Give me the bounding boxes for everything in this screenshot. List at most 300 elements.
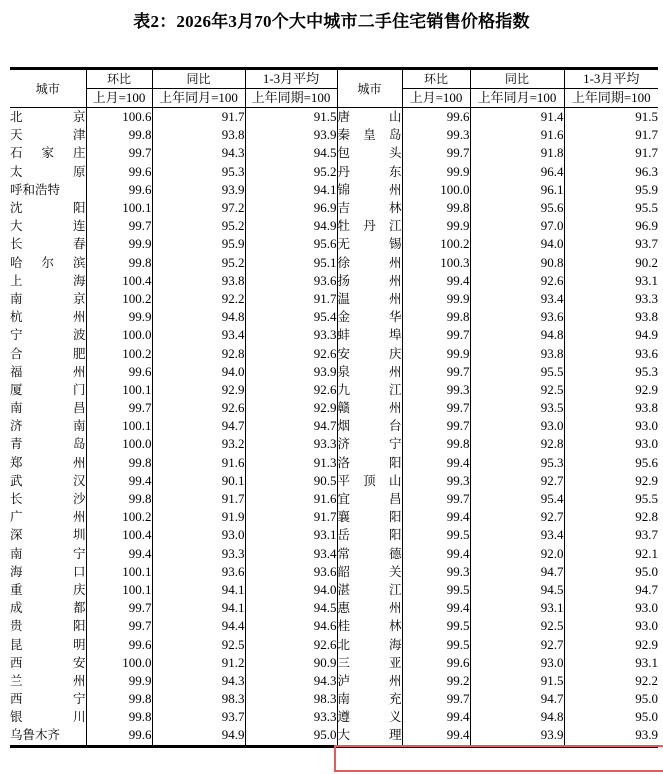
yoy-value: 97.0: [470, 217, 564, 235]
avg-value: 91.7: [564, 126, 658, 144]
city-name: [337, 344, 402, 362]
mom-value: 99.7: [402, 399, 470, 417]
mom-value: 99.4: [402, 508, 470, 526]
city-name: [337, 635, 402, 653]
city-char: 埠: [388, 327, 402, 343]
avg-value: 93.0: [564, 599, 658, 617]
city-char: 哈: [10, 254, 23, 270]
yoy-value: 91.7: [152, 108, 245, 127]
yoy-value: 92.8: [152, 344, 245, 362]
city-name: [337, 490, 402, 508]
mom-value: 100.2: [86, 344, 152, 362]
city-char: 南: [337, 691, 351, 707]
yoy-value: 93.8: [470, 344, 564, 362]
city-char: 阳: [388, 454, 402, 470]
avg-value: 93.3: [245, 326, 337, 344]
table-row: [10, 672, 658, 690]
avg-value: 93.1: [564, 654, 658, 672]
mom-value: 99.3: [402, 563, 470, 581]
yoy-value: 92.7: [470, 508, 564, 526]
mom-value: 99.7: [402, 490, 470, 508]
city-name: [337, 290, 402, 308]
city-char: 北: [10, 109, 23, 125]
city-char: 韶: [337, 563, 351, 579]
table-row: [10, 726, 658, 746]
city-char: 都: [72, 600, 86, 616]
city-name: [337, 545, 402, 563]
yoy-value: 93.9: [470, 726, 564, 746]
city-name: [10, 272, 86, 290]
city-name: [337, 235, 402, 253]
city-char: 州: [388, 363, 402, 379]
city-char: 阳: [388, 509, 402, 525]
avg-value: 92.9: [564, 381, 658, 399]
mom-value: 99.6: [86, 726, 152, 746]
avg-value: 95.0: [564, 690, 658, 708]
yoy-value: 93.9: [152, 181, 245, 199]
city-char: 口: [72, 563, 86, 579]
avg-value: 91.6: [245, 490, 337, 508]
yoy-value: 94.8: [470, 326, 564, 344]
table-row: [10, 217, 658, 235]
city-char: 上: [10, 272, 23, 288]
avg-value: 94.0: [245, 581, 337, 599]
city-char: 州: [72, 672, 86, 688]
yoy-value: 92.7: [470, 472, 564, 490]
avg-value: 93.3: [564, 290, 658, 308]
city-char: 蚌: [337, 327, 351, 343]
table-row: [10, 308, 658, 326]
yoy-value: 93.5: [470, 399, 564, 417]
avg-value: 93.6: [245, 272, 337, 290]
mom-value: 99.3: [402, 381, 470, 399]
city-name: [10, 381, 86, 399]
city-char: 天: [10, 127, 23, 143]
avg-value: 94.7: [564, 581, 658, 599]
city-name: [10, 726, 86, 746]
mom-value: 99.7: [86, 599, 152, 617]
city-char: 海: [72, 272, 86, 288]
yoy-value: 92.6: [152, 399, 245, 417]
city-char: 关: [388, 563, 402, 579]
table-row: [10, 126, 658, 144]
mom-value: 99.4: [402, 708, 470, 726]
city-char: 京: [72, 109, 86, 125]
city-char: 包: [337, 145, 351, 161]
city-char: 京: [72, 290, 86, 306]
avg-value: 95.0: [245, 726, 337, 746]
city-name: [337, 326, 402, 344]
yoy-value: 91.2: [152, 654, 245, 672]
mom-value: 99.8: [86, 490, 152, 508]
avg-value: 91.3: [245, 454, 337, 472]
avg-value: 93.0: [564, 435, 658, 453]
avg-value: 95.6: [245, 235, 337, 253]
city-char: 尔: [41, 254, 54, 270]
header-mom-left: 环比: [86, 69, 152, 89]
avg-value: 94.6: [245, 617, 337, 635]
city-char: 兰: [10, 672, 23, 688]
city-name: [10, 526, 86, 544]
avg-value: 90.5: [245, 472, 337, 490]
yoy-value: 93.4: [470, 290, 564, 308]
city-name: [10, 545, 86, 563]
city-char: 锦: [337, 181, 351, 197]
city-char: 山: [388, 109, 402, 125]
mom-value: 99.6: [86, 363, 152, 381]
table-row: [10, 435, 658, 453]
yoy-value: 91.6: [470, 126, 564, 144]
mom-value: 99.6: [402, 108, 470, 127]
city-char: 襄: [337, 509, 351, 525]
city-name: [337, 726, 402, 746]
table-body: [10, 108, 658, 747]
mom-value: 99.4: [402, 726, 470, 746]
city-name: [337, 308, 402, 326]
avg-value: 91.7: [245, 508, 337, 526]
header-yoy-base-left: 上年同月=100: [152, 89, 245, 108]
city-char: 武: [10, 472, 23, 488]
city-char: 庆: [388, 345, 402, 361]
avg-value: 96.3: [564, 163, 658, 181]
city-char: 丹: [337, 163, 351, 179]
yoy-value: 92.5: [470, 617, 564, 635]
city-char: 川: [72, 709, 86, 725]
city-char: 州: [388, 254, 402, 270]
table-row: [10, 599, 658, 617]
city-name: [337, 381, 402, 399]
yoy-value: 93.6: [152, 563, 245, 581]
city-name: [337, 690, 402, 708]
mom-value: 99.6: [86, 181, 152, 199]
city-char: 太: [10, 163, 23, 179]
city-char: 连: [72, 218, 86, 234]
mom-value: 99.9: [86, 235, 152, 253]
city-name: [10, 326, 86, 344]
yoy-value: 94.7: [152, 417, 245, 435]
avg-value: 98.3: [245, 690, 337, 708]
city-name: [337, 581, 402, 599]
city-name: [10, 199, 86, 217]
avg-value: 93.8: [564, 308, 658, 326]
yoy-value: 93.6: [470, 308, 564, 326]
city-char: 湛: [337, 581, 351, 597]
city-char: 唐: [337, 109, 351, 125]
table-row: [10, 490, 658, 508]
city-name: [337, 272, 402, 290]
yoy-value: 93.4: [470, 526, 564, 544]
city-name: [337, 472, 402, 490]
city-char: 贵: [10, 618, 23, 634]
avg-value: 91.5: [245, 108, 337, 127]
city-char: 宁: [72, 691, 86, 707]
table-row: [10, 472, 658, 490]
mom-value: 99.5: [402, 617, 470, 635]
city-name: [337, 708, 402, 726]
city-char: 阳: [388, 527, 402, 543]
mom-value: 99.8: [402, 435, 470, 453]
city-char: 扬: [337, 272, 351, 288]
city-char: 林: [388, 618, 402, 634]
city-char: 惠: [337, 600, 351, 616]
mom-value: 99.4: [402, 599, 470, 617]
avg-value: 94.9: [245, 217, 337, 235]
yoy-value: 94.8: [152, 308, 245, 326]
city-char: 海: [10, 563, 23, 579]
yoy-value: 93.4: [152, 326, 245, 344]
city-char: 西: [10, 691, 23, 707]
yoy-value: 94.4: [152, 617, 245, 635]
mom-value: 99.5: [402, 526, 470, 544]
yoy-value: 93.0: [470, 654, 564, 672]
mom-value: 100.4: [86, 272, 152, 290]
city-char: 滨: [72, 254, 86, 270]
header-avg-right: 1-3月平均: [564, 69, 658, 89]
city-char: 杭: [10, 309, 23, 325]
avg-value: 95.2: [245, 163, 337, 181]
yoy-value: 91.6: [152, 454, 245, 472]
avg-value: 95.4: [245, 308, 337, 326]
yoy-value: 95.2: [152, 217, 245, 235]
mom-value: 99.7: [86, 217, 152, 235]
city-name: [337, 672, 402, 690]
header-mom-base-right: 上月=100: [402, 89, 470, 108]
avg-value: 92.6: [245, 635, 337, 653]
city-char: 南: [72, 418, 86, 434]
yoy-value: 92.5: [470, 381, 564, 399]
yoy-value: 92.7: [470, 635, 564, 653]
city-char: 顶: [363, 472, 376, 488]
city-name: [337, 508, 402, 526]
yoy-value: 98.3: [152, 690, 245, 708]
city-name: [337, 617, 402, 635]
city-char: 昌: [388, 491, 402, 507]
city-char: 庄: [72, 145, 86, 161]
avg-value: 93.8: [564, 399, 658, 417]
yoy-value: 90.1: [152, 472, 245, 490]
header-mom-right: 环比: [402, 69, 470, 89]
yoy-value: 94.3: [152, 672, 245, 690]
city-name: [10, 181, 86, 199]
city-char: 牡: [337, 218, 351, 234]
mom-value: 99.3: [402, 126, 470, 144]
yoy-value: 95.3: [152, 163, 245, 181]
city-char: 山: [388, 472, 402, 488]
mom-value: 99.7: [402, 144, 470, 162]
city-char: 阳: [72, 200, 86, 216]
avg-value: 93.9: [564, 726, 658, 746]
header-yoy-left: 同比: [152, 69, 245, 89]
table-row: [10, 363, 658, 381]
city-char: 岛: [388, 127, 402, 143]
yoy-value: 92.2: [152, 290, 245, 308]
header-city-right: 城市: [337, 69, 402, 108]
city-char: 东: [388, 163, 402, 179]
yoy-value: 96.4: [470, 163, 564, 181]
table-row: [10, 454, 658, 472]
city-name: [10, 163, 86, 181]
yoy-value: 94.9: [152, 726, 245, 746]
city-char: 沈: [10, 200, 23, 216]
city-char: 林: [388, 200, 402, 216]
table-row: [10, 235, 658, 253]
city-char: 岛: [72, 436, 86, 452]
mom-value: 100.0: [86, 654, 152, 672]
mom-value: 99.7: [402, 363, 470, 381]
mom-value: 100.1: [86, 417, 152, 435]
avg-value: 94.9: [564, 326, 658, 344]
city-char: 庆: [72, 581, 86, 597]
avg-value: 93.9: [245, 363, 337, 381]
avg-value: 95.0: [564, 708, 658, 726]
yoy-value: 95.3: [470, 454, 564, 472]
city-char: 州: [388, 290, 402, 306]
avg-value: 92.9: [564, 472, 658, 490]
city-char: 桂: [337, 618, 351, 634]
mom-value: 99.6: [86, 635, 152, 653]
mom-value: 99.7: [86, 399, 152, 417]
city-char: 圳: [72, 527, 86, 543]
mom-value: 100.1: [86, 199, 152, 217]
table-row: [10, 635, 658, 653]
avg-value: 94.7: [245, 417, 337, 435]
yoy-value: 95.9: [152, 235, 245, 253]
city-name: [10, 254, 86, 272]
avg-value: 91.7: [245, 290, 337, 308]
table-row: [10, 654, 658, 672]
city-char: 州: [72, 309, 86, 325]
city-char: 石: [10, 145, 23, 161]
city-char: 头: [388, 145, 402, 161]
avg-value: 92.1: [564, 545, 658, 563]
yoy-value: 95.6: [470, 199, 564, 217]
mom-value: 99.4: [402, 272, 470, 290]
mom-value: 99.8: [86, 126, 152, 144]
city-char: 宁: [10, 327, 23, 343]
city-name: [337, 163, 402, 181]
yoy-value: 93.1: [470, 599, 564, 617]
city-name: [337, 217, 402, 235]
yoy-value: 94.7: [470, 690, 564, 708]
city-char: 泉: [337, 363, 351, 379]
mom-value: 100.0: [86, 435, 152, 453]
yoy-value: 94.0: [152, 363, 245, 381]
city-name: [337, 126, 402, 144]
city-char: 江: [388, 381, 402, 397]
yoy-value: 94.1: [152, 581, 245, 599]
avg-value: 91.5: [564, 108, 658, 127]
city-name: [10, 126, 86, 144]
city-name: [10, 581, 86, 599]
avg-value: 93.4: [245, 545, 337, 563]
city-name: [10, 308, 86, 326]
city-char: 金: [337, 309, 351, 325]
city-name: [10, 399, 86, 417]
city-name: [10, 417, 86, 435]
avg-value: 93.6: [564, 344, 658, 362]
city-name: [337, 254, 402, 272]
city-char: 吉: [337, 200, 351, 216]
city-char: 九: [337, 381, 351, 397]
yoy-value: 93.7: [152, 708, 245, 726]
city-char: 春: [72, 236, 86, 252]
city-name: [10, 617, 86, 635]
city-char: 泸: [337, 672, 351, 688]
mom-value: 99.8: [86, 690, 152, 708]
mom-value: 99.7: [402, 417, 470, 435]
avg-value: 93.0: [564, 417, 658, 435]
city-char: 南: [10, 400, 23, 416]
mom-value: 100.1: [86, 381, 152, 399]
city-char: 宜: [337, 491, 351, 507]
city-char: 家: [41, 145, 54, 161]
avg-value: 93.1: [564, 272, 658, 290]
avg-value: 92.2: [564, 672, 658, 690]
city-name: [337, 363, 402, 381]
header-avg-base-left: 上年同期=100: [245, 89, 337, 108]
city-char: 赣: [337, 400, 351, 416]
avg-value: 95.5: [564, 199, 658, 217]
city-name: [10, 290, 86, 308]
table-row: [10, 526, 658, 544]
city-char: 门: [72, 381, 86, 397]
yoy-value: 94.7: [470, 563, 564, 581]
city-char: 州: [388, 672, 402, 688]
avg-value: 94.1: [245, 181, 337, 199]
yoy-value: 91.5: [470, 672, 564, 690]
mom-value: 100.2: [86, 508, 152, 526]
city-char: 丹: [363, 218, 376, 234]
city-char: 州: [388, 600, 402, 616]
city-name: [10, 672, 86, 690]
mom-value: 99.8: [402, 308, 470, 326]
mom-value: 100.2: [86, 290, 152, 308]
city-name: [337, 563, 402, 581]
city-char: 义: [388, 709, 402, 725]
avg-value: 93.7: [564, 235, 658, 253]
mom-value: 99.9: [86, 308, 152, 326]
city-name: [10, 599, 86, 617]
city-name: [10, 344, 86, 362]
table-row: [10, 108, 658, 127]
city-name: [337, 399, 402, 417]
city-char: 州: [388, 400, 402, 416]
header-yoy-base-right: 上年同月=100: [470, 89, 564, 108]
city-name: [337, 144, 402, 162]
table-row: [10, 563, 658, 581]
city-name: [337, 435, 402, 453]
table-row: [10, 581, 658, 599]
mom-value: 99.9: [402, 163, 470, 181]
city-char: 常: [337, 545, 351, 561]
avg-value: 95.5: [564, 490, 658, 508]
city-char: 阳: [72, 618, 86, 634]
yoy-value: 95.4: [470, 490, 564, 508]
avg-value: 93.6: [245, 563, 337, 581]
city-name: [10, 708, 86, 726]
city-char: 皇: [363, 127, 376, 143]
mom-value: 99.4: [86, 545, 152, 563]
table-row: [10, 617, 658, 635]
city-char: 烟: [337, 418, 351, 434]
table-title: 表2：2026年3月70个大中城市二手住宅销售价格指数: [133, 12, 530, 31]
yoy-value: 91.9: [152, 508, 245, 526]
avg-value: 92.6: [245, 344, 337, 362]
table-row: [10, 708, 658, 726]
mom-value: 99.7: [86, 144, 152, 162]
avg-value: 95.6: [564, 454, 658, 472]
city-char: 成: [10, 600, 23, 616]
